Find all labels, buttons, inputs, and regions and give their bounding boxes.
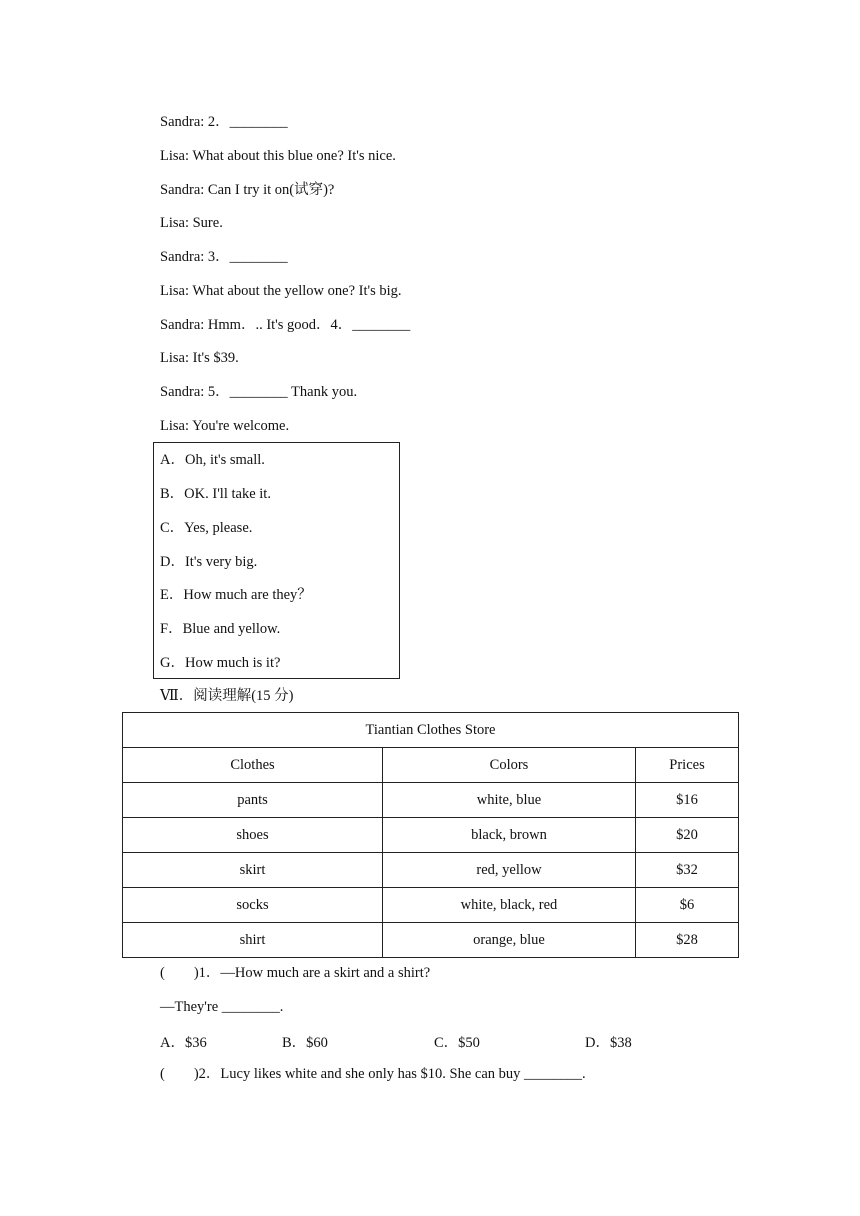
table-title-row [123,713,739,748]
cell-colors: red, yellow [383,853,636,888]
dialogue-line: Lisa: It's $39. [160,350,239,366]
question-2: ( )2．Lucy likes white and she only has $10. She can buy ________. [160,1066,586,1082]
choice-b: B．$60 [282,1035,328,1051]
dialogue-line: Sandra: 3．________ [160,249,288,265]
dialogue-line: Sandra: 2．________ [160,114,288,130]
cell-clothes: shirt [123,923,383,958]
table-row [123,888,739,923]
table-header-row [123,748,739,783]
question-1-answer-line: —They're ________. [160,999,284,1015]
dialogue-line: Sandra: Hmm．.. It's good．4．________ [160,317,411,333]
choice-c: C．$50 [434,1035,480,1051]
option-b: B．OK. I'll take it. [160,486,271,502]
cell-colors: orange, blue [383,923,636,958]
cell-price: $32 [636,853,739,888]
header-clothes: Clothes [123,748,383,783]
dialogue-line: Sandra: Can I try it on(试穿)? [160,182,335,198]
option-e: E．How much are they？ [160,587,312,603]
option-d: D．It's very big. [160,554,258,570]
dialogue-line: Sandra: 5．________ Thank you. [160,384,358,400]
table-row [123,818,739,853]
cell-price: $16 [636,783,739,818]
cell-clothes: pants [123,783,383,818]
table-title: Tiantian Clothes Store [123,713,739,748]
option-f: F．Blue and yellow. [160,621,281,637]
cell-price: $6 [636,888,739,923]
cell-price: $20 [636,818,739,853]
dialogue-line: Lisa: What about this blue one? It's nice. [160,148,396,164]
cell-clothes: socks [123,888,383,923]
dialogue-line: Lisa: Sure. [160,215,223,231]
dialogue-line: Lisa: You're welcome. [160,418,290,434]
header-prices: Prices [636,748,739,783]
choice-a: A．$36 [160,1035,207,1051]
options-box [153,442,400,679]
cell-price: $28 [636,923,739,958]
table-row [123,783,739,818]
option-a: A．Oh, it's small. [160,452,265,468]
cell-colors: white, black, red [383,888,636,923]
dialogue-line: Lisa: What about the yellow one? It's big. [160,283,402,299]
table-row [123,853,739,888]
choice-d: D．$38 [585,1035,632,1051]
cell-clothes: skirt [123,853,383,888]
option-c: C．Yes, please. [160,520,253,536]
table-row [123,923,739,958]
section-title: Ⅶ．阅读理解(15 分) [160,688,294,704]
cell-colors: white, blue [383,783,636,818]
cell-colors: black, brown [383,818,636,853]
cell-clothes: shoes [123,818,383,853]
header-colors: Colors [383,748,636,783]
store-table [122,712,739,958]
option-g: G．How much is it? [160,655,281,671]
question-1: ( )1．—How much are a skirt and a shirt? [160,965,431,981]
